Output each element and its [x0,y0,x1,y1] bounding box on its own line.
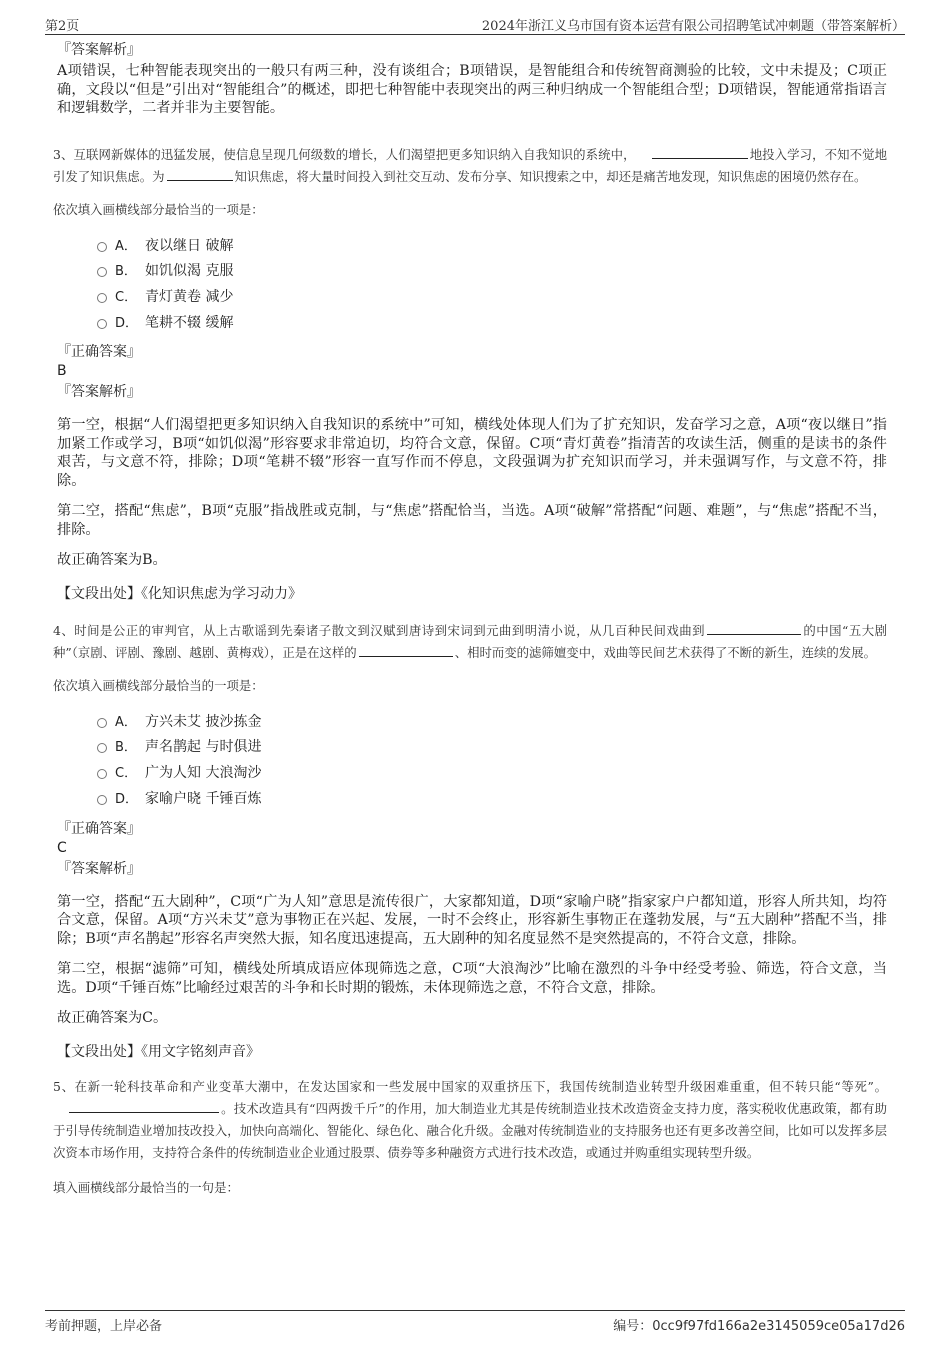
footer-note: 考前押题，上岸必备 [45,1319,163,1334]
page-footer [45,1310,905,1333]
radio-icon[interactable] [97,293,107,303]
q4-conclusion: 故正确答案为C。 [57,1010,168,1026]
q5-text-a: 5、在新一轮科技革命和产业变革大潮中，在发达国家和一些发展中国家的双重挤压下，我国传统制造业转型升级困难重重，但不转只能“等死”。 [53,1078,887,1094]
q4-question [53,620,887,664]
q5-question [53,1076,887,1164]
q3-blank-1 [652,146,748,159]
q3-option-b[interactable]: B． 如饥似渴 克服 [97,259,887,285]
q4-source-label: 【文段出处】 [57,1043,141,1060]
page-header [45,12,905,35]
q4-text-a: 4、时间是公正的审判官，从上古歌谣到先秦诸子散文到汉赋到唐诗到宋词到元曲到明清小说，从几百种民间戏曲到 [53,622,705,638]
document-title: 2024年浙江义乌市国有资本运营有限公司招聘笔试冲刺题（带答案解析） [481,19,905,34]
q4-text-b: 的中国“五大剧种”（京剧、评剧、豫剧、越剧、黄梅戏），正是在这样的 [53,622,887,660]
q3-prompt: 依次填入画横线部分最恰当的一项是： [53,201,264,217]
radio-icon[interactable] [97,795,107,805]
q3-answer: B [57,363,67,380]
q5-blank-1 [69,1100,219,1113]
q4-source-title: 《用文字铭刻声音》 [141,1043,260,1060]
q4-option-c[interactable]: C． 广为人知 大浪淘沙 [97,761,887,787]
q3-text-c: 知识焦虑，将大量时间投入到社交互动、发布分享、知识搜索之中，却还是痛苦地发现，知识焦虑的困境仍然存在。 [234,168,867,184]
q4-analysis-label: 『答案解析』 [57,860,141,877]
page-content [53,40,887,1196]
q4-option-d[interactable]: D． 家喻户晓 千锤百炼 [97,787,887,813]
q2-analysis-text: A项错误，七种智能表现突出的一般只有两三种，没有谈组合；B项错误，是智能组合和传统智商测验的比较，文中未提及；C项正确，文段以“但是”引出对“智能组合”的概述，即把七种智能中表现突出的两三种归纳成一个智能组合型；D项错误，智能通常指语言和逻辑数学，二者并非为主要智能。 [57,63,887,116]
page-number: 第2页 [45,19,80,34]
radio-icon[interactable] [97,319,107,329]
q4-blank-1 [707,622,801,635]
q2-analysis-label: 『答案解析』 [57,42,141,58]
q3-option-c[interactable]: C． 青灯黄卷 减少 [97,285,887,311]
q3-analysis-1: 第一空，根据“人们渴望把更多知识纳入自我知识的系统中”可知，横线处体现人们为了扩充知识，发奋学习之意，A项“夜以继日”指加紧工作或学习，B项“如饥似渴”形容要求非常迫切，均符合文意，保留。C项“青灯黄卷”指清苦的攻读生活，侧重的是读书的条件艰苦，与文意不符，排除；D项“笔耕不辍”形容一直写作而不停息，文段强调为扩充知识而学习，并未强调写作，与文意不符，排除。 [57,417,887,489]
q4-options [97,710,887,813]
q3-source [57,584,887,604]
footer-code [613,1315,905,1334]
q3-blank-2 [167,168,233,181]
footer-code-value: 0cc9f97fd166a2e3145059ce05a17d26 [652,1319,905,1334]
q4-source [57,1042,887,1062]
q4-option-b[interactable]: B． 声名鹊起 与时俱进 [97,735,887,761]
radio-icon[interactable] [97,718,107,728]
q4-prompt: 依次填入画横线部分最恰当的一项是： [53,677,264,693]
q3-question [53,144,887,188]
q3-conclusion: 故正确答案为B。 [57,552,167,569]
q4-answer: C [57,839,67,856]
radio-icon[interactable] [97,242,107,252]
q5-prompt: 填入画横线部分最恰当的一句是： [53,1179,239,1195]
radio-icon[interactable] [97,743,107,753]
q4-option-a[interactable]: A． 方兴未艾 披沙拣金 [97,710,887,736]
q3-analysis-label: 『答案解析』 [57,384,141,401]
q4-text-c: 、相时而变的滤筛嬗变中，戏曲等民间艺术获得了不断的新生，连续的发展。 [454,644,876,660]
q3-option-a[interactable]: A． 夜以继日 破解 [97,234,887,260]
q3-options [97,234,887,337]
radio-icon[interactable] [97,769,107,779]
q3-text-a: 3、互联网新媒体的迅猛发展，使信息呈现几何级数的增长，人们渴望把更多知识纳入自我知识的系统中， [53,146,636,162]
q5-text-b: 。技术改造具有“四两拨千斤”的作用，加大制造业尤其是传统制造业技术改造资金支持力度，落实税收优惠政策，都有助于引导传统制造业增加技改投入，加快向高端化、智能化、绿色化、融合化升级。金融对传统制造业的支持服务也还有更多改善空间，比如可以发挥多层次资本市场作用，支持符合条件的传统制造业企业通过股票、债券等多种融资方式进行技术改造，或通过并购重组实现转型升级。 [53,1100,887,1160]
footer-code-label: 编号： [613,1319,653,1334]
q3-source-label: 【文段出处】 [57,585,141,602]
q3-correct-label: 『正确答案』 [57,344,141,361]
q4-correct-label: 『正确答案』 [57,820,141,837]
q3-text-b: 地投入学习，不知不觉地引发了知识焦虑。为 [53,146,887,184]
q3-option-d[interactable]: D． 笔耕不辍 缓解 [97,311,887,337]
radio-icon[interactable] [97,267,107,277]
q4-analysis-2: 第二空，根据“滤筛”可知，横线处所填成语应体现筛选之意，C项“大浪淘沙”比喻在激烈的斗争中经受考验、筛选，符合文意，当选。D项“千锤百炼”比喻经过艰苦的斗争和长时期的锻炼，未体现筛选之意，不符合文意，排除。 [57,961,887,996]
q4-analysis-1: 第一空，搭配“五大剧种”，C项“广为人知”意思是流传很广，大家都知道，D项“家喻户晓”指家家户户都知道，形容人所共知，均符合文意，保留。A项“方兴未艾”意为事物正在兴起、发展，一时不会终止，形容新生事物正在蓬勃发展，与“五大剧种”搭配不当，排除；B项“声名鹊起”形容名声突然大振，知名度迅速提高，五大剧种的知名度显然不是突然提高的，不符合文意，排除。 [57,893,887,947]
q3-analysis-2: 第二空，搭配“焦虑”，B项“克服”指战胜或克制，与“焦虑”搭配恰当，当选。A项“破解”常搭配“问题、难题”，与“焦虑”搭配不当，排除。 [57,503,887,538]
q4-blank-2 [359,644,453,657]
q3-source-title: 《化知识焦虑为学习动力》 [141,585,302,602]
